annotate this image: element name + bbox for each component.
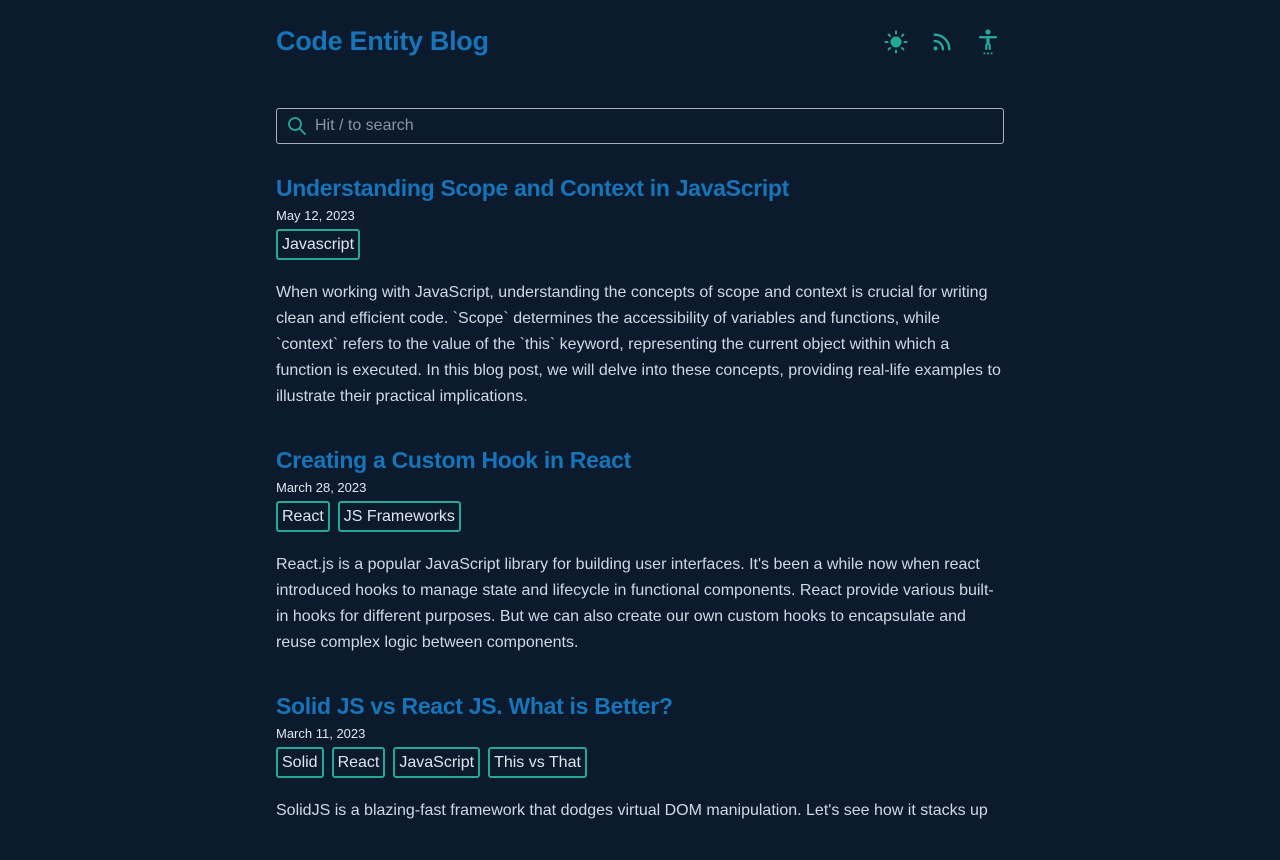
accessibility-icon [977, 29, 999, 55]
post-item [276, 446, 1004, 656]
tag-solid[interactable]: Solid [276, 747, 324, 778]
post-title[interactable]: Creating a Custom Hook in React [276, 447, 631, 473]
site-title[interactable]: Code Entity Blog [276, 26, 489, 56]
post-excerpt: When working with JavaScript, understanding the concepts of scope and context is crucial for writing clean and efficient code. `Scope` determines the accessibility of variables and functions, while `context` refers to the value of the `this` keyword, representing the current object within which a function is executed. In this blog post, we will delve into these concepts, providing real-life examples to illustrate their practical implications. [276, 284, 1001, 405]
search-icon [287, 116, 307, 136]
site-header [276, 0, 1004, 82]
post-excerpt: SolidJS is a blazing-fast framework that dodges virtual DOM manipulation. Let's see how it stacks up [276, 802, 988, 819]
post-tags [276, 501, 1004, 532]
page [276, 0, 1004, 819]
theme-toggle-button[interactable] [880, 27, 912, 57]
post-title[interactable]: Understanding Scope and Context in JavaScript [276, 175, 790, 201]
post-tags [276, 747, 1004, 778]
post-tags [276, 229, 1004, 260]
tag-react[interactable]: React [276, 501, 330, 532]
rss-feed-button[interactable] [926, 27, 958, 57]
tag-this-vs-that[interactable]: This vs That [488, 747, 587, 778]
tag-javascript[interactable]: Javascript [276, 229, 360, 260]
post-date: May 12, 2023 [276, 208, 355, 223]
post-date: March 28, 2023 [276, 480, 367, 495]
post-excerpt: React.js is a popular JavaScript library for building user interfaces. It's been a while now when react introduced hooks to manage state and lifecycle in functional components. React provide various built-in hooks for different purposes. But we can also create our own custom hooks to encapsulate and reuse complex logic between components. [276, 556, 994, 651]
tag-react[interactable]: React [332, 747, 386, 778]
search-input[interactable] [313, 110, 1003, 142]
rss-icon [931, 31, 953, 53]
accessibility-button[interactable] [972, 27, 1004, 57]
header-icons [880, 27, 1004, 57]
tag-javascript[interactable]: JavaScript [393, 747, 480, 778]
tag-js-frameworks[interactable]: JS Frameworks [338, 501, 461, 532]
post-list [276, 174, 1004, 860]
post-item [276, 692, 1004, 824]
post-date: March 11, 2023 [276, 726, 366, 741]
post-title[interactable]: Solid JS vs React JS. What is Better? [276, 693, 673, 719]
sun-icon [884, 30, 908, 54]
search-box [276, 108, 1004, 144]
post-item [276, 174, 1004, 410]
